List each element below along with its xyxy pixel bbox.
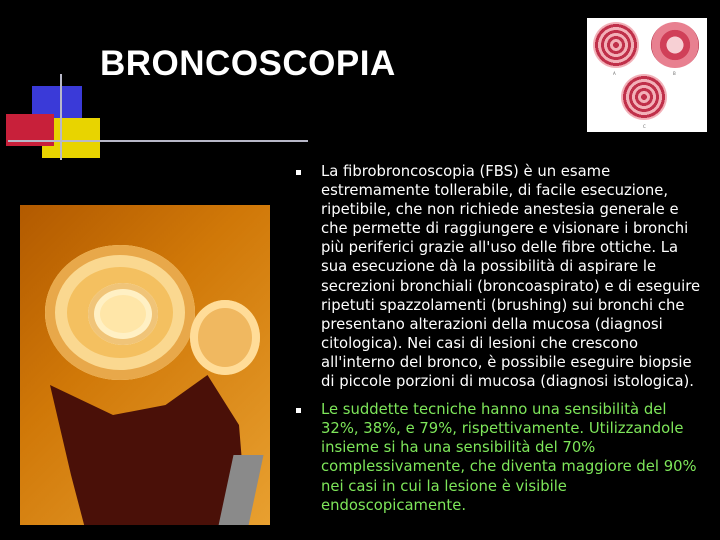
bronchoscopy-image	[20, 205, 270, 525]
illustration-figure-a	[593, 22, 639, 68]
slide-content	[296, 162, 720, 515]
illustration-label-c: C	[643, 124, 646, 129]
bullet-text-1: La fibrobroncoscopia (FBS) è un esame estremamente tollerabile, di facile esecuzione, ripetibile, che non richiede anestesia generale e che permette di raggiungere e visionare i bronchi più periferici grazie all'uso delle fibre ottiche. La sua esecuzione dà la possibilità di aspirare le secrezioni bronchiali (broncoaspirato) e di eseguire ripetuti spazzolamenti (brushing) sui bronchi che presentano alterazioni della mucosa (diagnosi citologica). Nei casi di lesioni che crescono all'interno del bronco, è possibile eseguire biopsie di piccole porzioni di mucosa (diagnosi istologica).	[321, 163, 701, 391]
airway-illustration	[587, 18, 707, 132]
decor-vertical-line	[60, 74, 62, 160]
bullet-item-2	[296, 400, 720, 515]
bullet-square-icon	[296, 170, 301, 175]
bronchus-ring-right	[190, 300, 260, 375]
illustration-label-b: B	[673, 71, 676, 76]
illustration-figure-b	[651, 22, 699, 68]
bronchus-lumen	[88, 283, 158, 345]
bullet-text-2: Le suddette tecniche hanno una sensibilità del 32%, 38%, e 79%, rispettivamente. Utilizzandole insieme si ha una sensibilità del 70% complessivamente, che diventa maggiore del 90% nei casi in cui la lesione è visibile endoscopicamente.	[321, 401, 697, 514]
slide-title: BRONCOSCOPIA	[100, 44, 396, 83]
illustration-label-a: A	[613, 71, 616, 76]
decor-horizontal-line	[8, 140, 308, 142]
bullet-item-1	[296, 162, 720, 391]
illustration-figure-c	[621, 74, 667, 120]
bullet-square-icon	[296, 408, 301, 413]
